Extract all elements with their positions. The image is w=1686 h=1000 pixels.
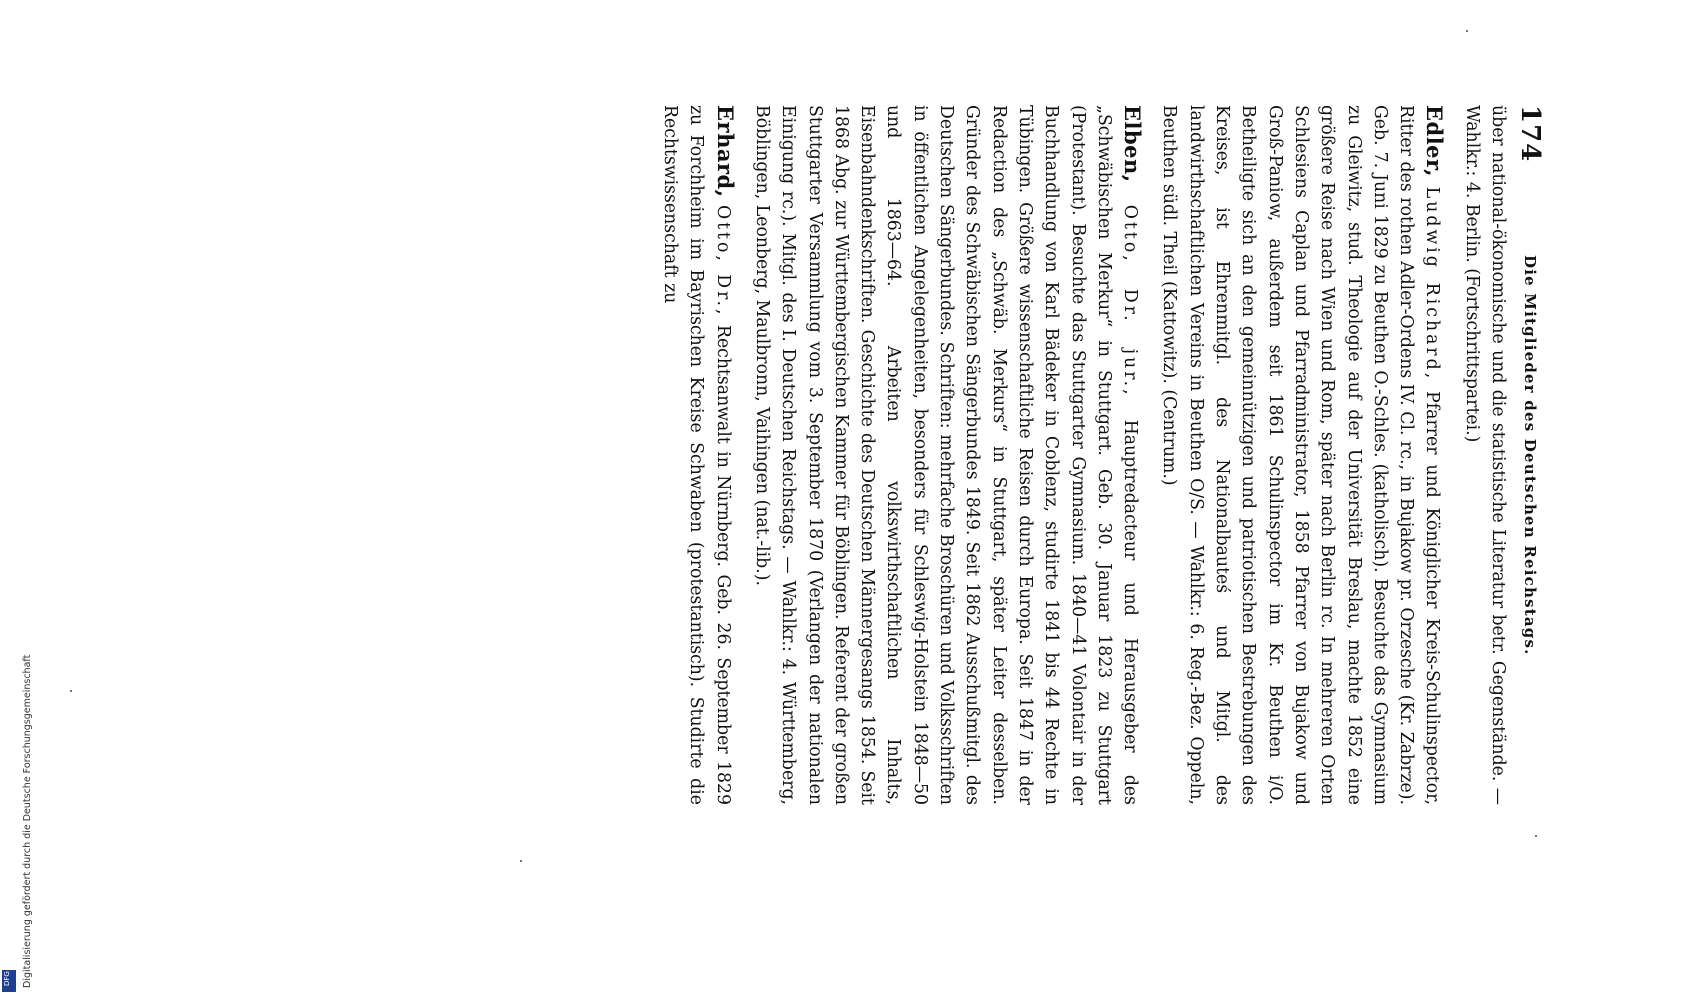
dfg-logo: [2, 970, 16, 992]
entry-given-name: Otto, Dr.,: [712, 204, 733, 318]
entry-given-name: Ludwig Richard,: [1422, 186, 1443, 382]
scan-speck: [520, 860, 522, 862]
entry-edler: [1156, 105, 1447, 805]
continuation-paragraph: über national-ökonomische und die statistische Literatur betr. Gegenstände. — Wahlkr.: 4. Berlin. (Fortschrittspartei.): [1461, 105, 1508, 805]
entry-name: Erhard,: [712, 105, 738, 198]
entry-given-name: Otto, Dr. jur.,: [1120, 204, 1141, 398]
entry-text: Hauptredacteur und Herausgeber des „Schwäbischen Merkur“ in Stuttgart. Geb. 30. Januar 1823 zu Stuttgart (Protestant). Besuchte das Stuttgarter Gymnasium. 1840—41 Volontair in der Buchhandlung von Karl Bädeker in Coblenz, studirte 1841 bis 44 Rechte in Tübingen. Größere wissenschaftliche Reisen durch Europa. Seit 1847 in der Redaction des „Schwäb. Merkurs“ in Stuttgart, später Leiter desselben. Gründer des Schwäbischen Sängerbundes 1849. Seit 1862 Ausschußmitgl. des Deutschen Sängerbundes. Schriften: mehrfache Broschüren und Volksschriften in öffentlichen Angelegenheiten, besonders für Schleswig-Holstein 1848—50 und 1863—64. Arbeiten volkswirthschaftlichen Inhalts, Eisenbahndenkschriften. Geschichte des Deutschen Männergesangs 1854. Seit 1868 Abg. zur Württembergischen Kammer für Böblingen. Referent der großen Stuttgarter Versammlung vom 3. September 1870 (Verlangen der nationalen Einigung rc.). Mitgl. des I. Deutschen Reichstags. — Wahlkr.: 4. Württemberg, Böblingen, Leonberg, Maulbronn, Vaihingen (nat.-lib.).: [751, 105, 1141, 805]
scan-speck: [1466, 30, 1468, 32]
entry-erhard: [657, 105, 738, 805]
running-title: Die Mitglieder des Deutschen Reichstags.: [1521, 255, 1539, 656]
dfg-logo-text: DFG: [3, 971, 11, 986]
scan-speck: [1535, 835, 1537, 837]
entry-name: Edler,: [1422, 105, 1448, 177]
entry-elben: [749, 105, 1145, 805]
entry-text: Pfarrer und Königlicher Kreis-Schulinspector, Ritter des rothen Adler-Ordens IV. Cl. rc., in Bujakow pr. Orzesche (Kr. Zabrze). Geb. 7. Juni 1829 zu Beuthen O.-Schles. (katholisch). Besuchte das Gymnasium zu Gleiwitz, stud. Theologie auf der Universität Breslau, machte 1852 eine größere Reise nach Wien und Rom, später nach Berlin rc. In mehreren Orten Schlesiens Caplan und Pfarradministrator, 1858 Pfarrer von Bujakow und Groß-Paniow, außerdem seit 1861 Schulinspector im Kr. Beuthen i/O. Betheiligte sich an den gemeinnützigen und patriotischen Bestrebungen des Kreises, ist Ehrenmitgl. des Nationalbauteś und Mitgl. des landwirthschaftlichen Vereins in Beuthen O/S. — Wahlkr.: 6. Reg.-Bez. Oppeln, Beuthen südl. Theil (Kattowitz). (Centrum.): [1159, 105, 1443, 806]
scan-speck: [70, 690, 72, 692]
page-number: 174: [1515, 105, 1545, 163]
entry-name: Elben,: [1120, 105, 1146, 183]
rotated-printed-page: [660, 105, 1545, 806]
entry-text: Rechtsanwalt in Nürnberg. Geb. 26. September 1829 zu Forchheim im Bayrischen Kreise Schwaben (protestantisch). Studirte die Rechtswissenschaft zu: [660, 105, 733, 805]
running-head: [1511, 105, 1545, 805]
digitization-credit: Digitalisierung gefördert durch die Deutsche Forschungsgemeinschaft: [22, 654, 33, 988]
